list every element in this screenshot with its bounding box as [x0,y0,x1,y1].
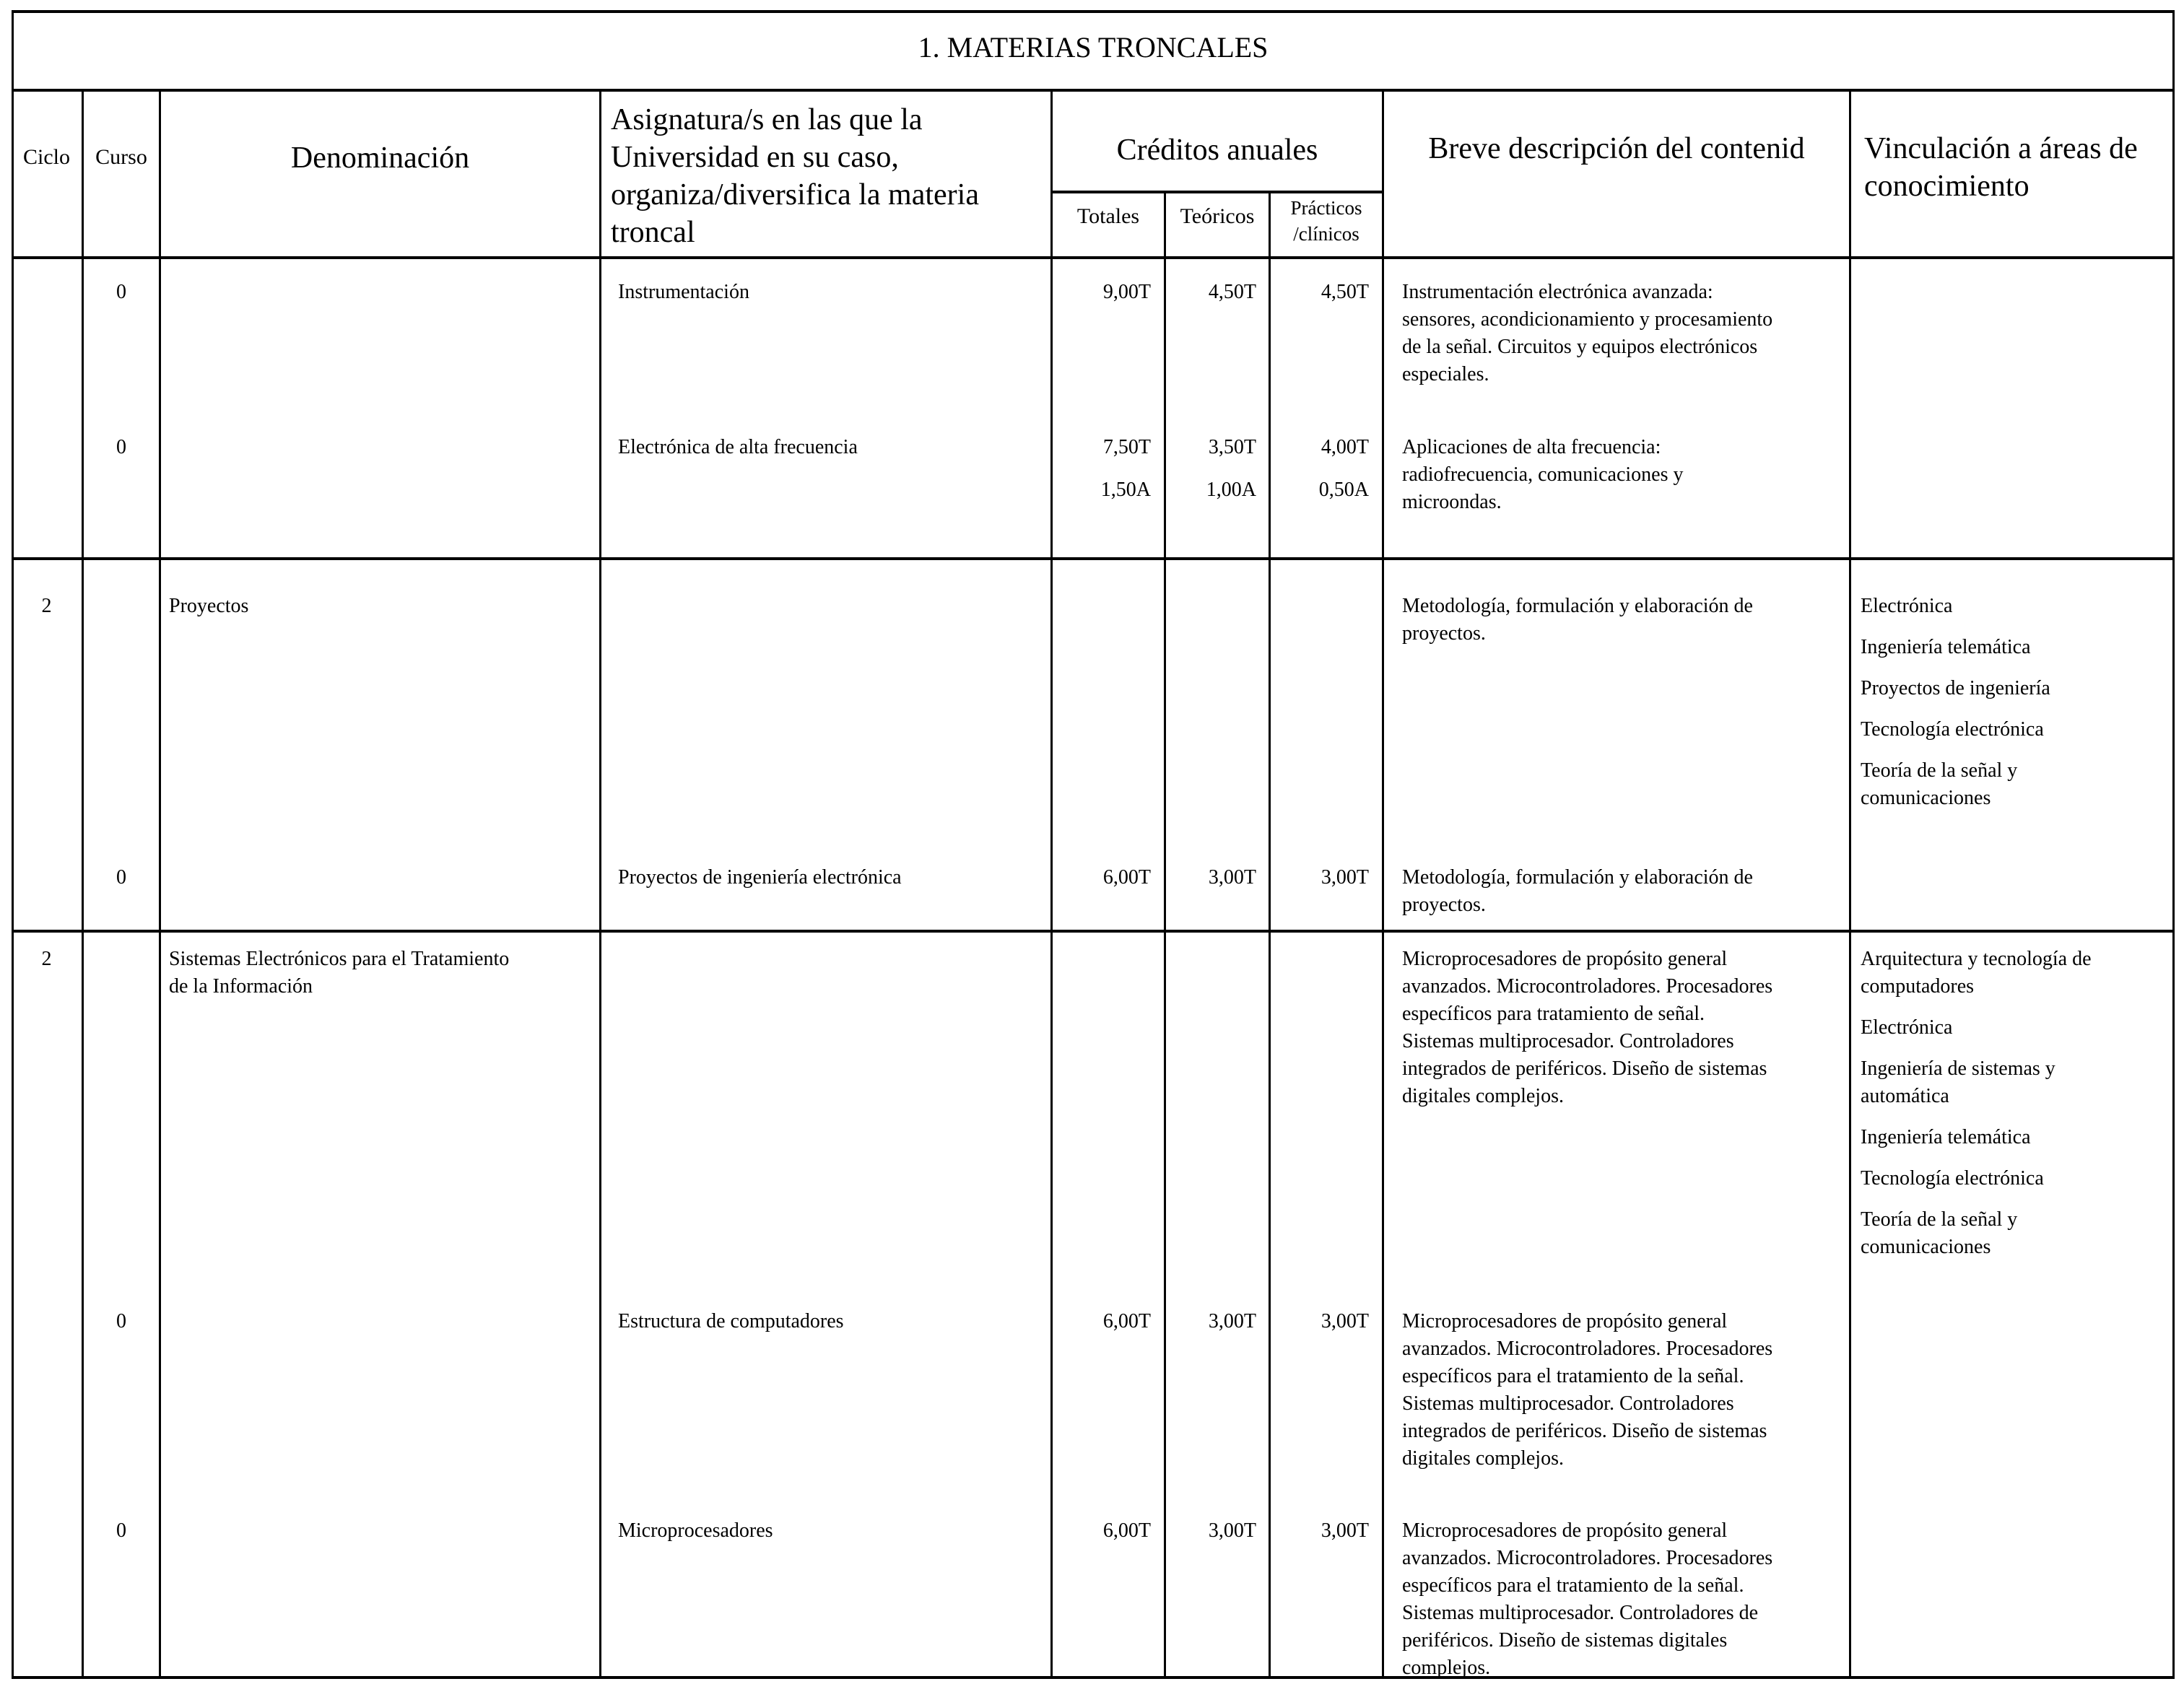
cell-practicos: 3,00T [1321,1519,1369,1542]
cell-curso: 0 [116,1519,126,1542]
vinculacion-line: Ingeniería de sistemas y [1861,1057,2055,1080]
descripcion-line: Sistemas multiprocesador. Controladores de [1402,1602,1759,1624]
cell-descripcion [1402,434,1683,516]
cell-asignatura: Estructura de computadores [618,1310,844,1332]
header-vinculacion [1864,130,2138,205]
descripcion-line: avanzados. Microcontroladores. Procesadores [1402,1338,1773,1360]
descripcion-line: especiales. [1402,363,1489,385]
cell-asignatura: Instrumentación [618,281,749,303]
cell-asignatura: Proyectos de ingeniería electrónica [618,866,902,889]
header-practicos [1271,195,1382,247]
cell-curso: 0 [116,866,126,889]
column-divider [599,89,601,1679]
table-left-border [12,10,14,1679]
column-divider [1382,89,1384,1679]
descripcion-line: Microprocesadores de propósito general [1402,1519,1728,1542]
header-vinculacion-line: conocimiento [1864,170,2029,203]
descripcion-line: Instrumentación electrónica avanzada: [1402,281,1713,303]
cell-descripcion [1402,1308,1772,1473]
header-asignaturas-line: Universidad en su caso, [611,141,899,174]
vinculacion-line: Tecnología electrónica [1861,718,2044,741]
cell-totales: 9,00T [1102,281,1151,303]
header-asignaturas-line: organiza/diversifica la materia [611,178,979,211]
cell-curso: 0 [116,281,126,303]
cell-practicos: 4,00T [1321,436,1369,458]
header-denominacion: Denominación [290,141,470,175]
header-practicos-line: /clínicos [1293,223,1359,245]
denominacion-line: Sistemas Electrónicos para el Tratamiento [169,948,510,970]
vinculacion-line: Teoría de la señal y [1861,759,2018,782]
cell-totales-2: 1,50A [1100,479,1151,501]
header-asignaturas-line: Asignatura/s en las que la [611,103,923,136]
descripcion-line: proyectos. [1402,622,1486,645]
cell-teoricos: 3,00T [1208,1519,1256,1542]
cell-totales: 6,00T [1102,1310,1151,1332]
descripcion-line: específicos para tratamiento de señal. [1402,1003,1705,1025]
vinculacion-line: Electrónica [1861,595,1953,617]
descripcion-line: específicos para el tratamiento de la señal. [1402,1574,1744,1597]
cell-ciclo: 2 [41,948,52,970]
cell-practicos: 4,50T [1321,281,1369,303]
cell-practicos: 3,00T [1321,866,1369,889]
descripcion-line: complejos. [1402,1657,1491,1679]
table-right-border [2172,10,2175,1679]
vinculacion-line: Arquitectura y tecnología de [1861,948,2092,970]
descripcion-line: sensores, acondicionamiento y procesamiento [1402,308,1773,331]
cell-teoricos-2: 1,00A [1206,479,1256,501]
vinculacion-line: Teoría de la señal y [1861,1208,2018,1231]
cell-totales: 6,00T [1102,866,1151,889]
header-asignaturas-line: troncal [611,216,695,249]
vinculacion-line: comunicaciones [1861,787,1991,809]
cell-practicos-2: 0,50A [1318,479,1369,501]
cell-asignatura: Electrónica de alta frecuencia [618,436,858,458]
vinculacion-line: automática [1861,1085,1949,1107]
cell-teoricos: 3,00T [1208,1310,1256,1332]
header-teoricos: Teóricos [1180,204,1255,228]
cell-vinculacion [1861,946,2092,1261]
descripcion-line: específicos para el tratamiento de la señal. [1402,1365,1744,1387]
column-divider [1269,191,1271,1679]
descripcion-line: Microprocesadores de propósito general [1402,948,1728,970]
cell-teoricos: 3,00T [1208,866,1256,889]
header-practicos-line: Prácticos [1290,197,1362,219]
descripcion-line: proyectos. [1402,894,1486,916]
descripcion-line: periféricos. Diseño de sistemas digitales [1402,1629,1728,1652]
descripcion-line: Aplicaciones de alta frecuencia: [1402,436,1661,458]
cell-descripcion [1402,593,1753,647]
cell-descripcion [1402,946,1772,1110]
descripcion-line: radiofrecuencia, comunicaciones y [1402,463,1684,486]
vinculacion-line: Ingeniería telemática [1861,636,2031,658]
descripcion-line: digitales complejos. [1402,1447,1564,1470]
cell-curso: 0 [116,436,126,458]
column-divider [159,89,161,1679]
descripcion-line: integrados de periféricos. Diseño de sistemas [1402,1420,1767,1442]
cell-descripcion [1402,864,1753,919]
descripcion-line: avanzados. Microcontroladores. Procesadores [1402,975,1773,998]
vinculacion-line: Tecnología electrónica [1861,1167,2044,1190]
header-curso: Curso [95,145,147,169]
descripcion-line: de la señal. Circuitos y equipos electrónicos [1402,336,1758,358]
header-totales: Totales [1076,204,1140,228]
denominacion-line: de la Información [169,975,313,998]
cell-vinculacion [1861,593,2050,812]
descripcion-line: Sistemas multiprocesador. Controladores [1402,1030,1734,1052]
descripcion-line: Metodología, formulación y elaboración de [1402,866,1753,889]
column-divider [1849,89,1851,1679]
header-ciclo: Ciclo [23,145,70,169]
descripcion-line: Sistemas multiprocesador. Controladores [1402,1392,1734,1415]
cell-teoricos: 3,50T [1208,436,1256,458]
vinculacion-line: computadores [1861,975,1975,998]
descripcion-line: avanzados. Microcontroladores. Procesadores [1402,1547,1773,1569]
vinculacion-line: Electrónica [1861,1016,1953,1039]
header-vinculacion-line: Vinculación a áreas de [1864,132,2138,165]
cell-ciclo: 2 [41,595,52,617]
cell-descripcion [1402,279,1772,388]
header-asignaturas [611,101,979,251]
cell-curso: 0 [116,1310,126,1332]
descripcion-line: Metodología, formulación y elaboración de [1402,595,1753,617]
cell-descripcion [1402,1517,1772,1682]
page-title: 1. MATERIAS TRONCALES [918,31,1269,64]
column-divider [1164,191,1166,1679]
header-descripcion: Breve descripción del contenid [1428,132,1805,165]
cell-denominacion: Proyectos [169,595,249,617]
header-creditos-anuales: Créditos anuales [1116,134,1318,167]
vinculacion-line: comunicaciones [1861,1236,1991,1258]
cell-denominacion [169,946,509,1000]
vinculacion-line: Proyectos de ingeniería [1861,677,2050,699]
cell-totales: 7,50T [1102,436,1151,458]
cell-practicos: 3,00T [1321,1310,1369,1332]
table-top-border [12,10,2175,13]
descripcion-line: integrados de periféricos. Diseño de sistemas [1402,1057,1767,1080]
cell-totales: 6,00T [1102,1519,1151,1542]
cell-asignatura: Microprocesadores [618,1519,773,1542]
vinculacion-line: Ingeniería telemática [1861,1126,2031,1148]
creditos-subheader-border [1053,191,1383,193]
descripcion-line: Microprocesadores de propósito general [1402,1310,1728,1332]
cell-teoricos: 4,50T [1208,281,1256,303]
descripcion-line: microondas. [1402,491,1502,513]
descripcion-line: digitales complejos. [1402,1085,1564,1107]
